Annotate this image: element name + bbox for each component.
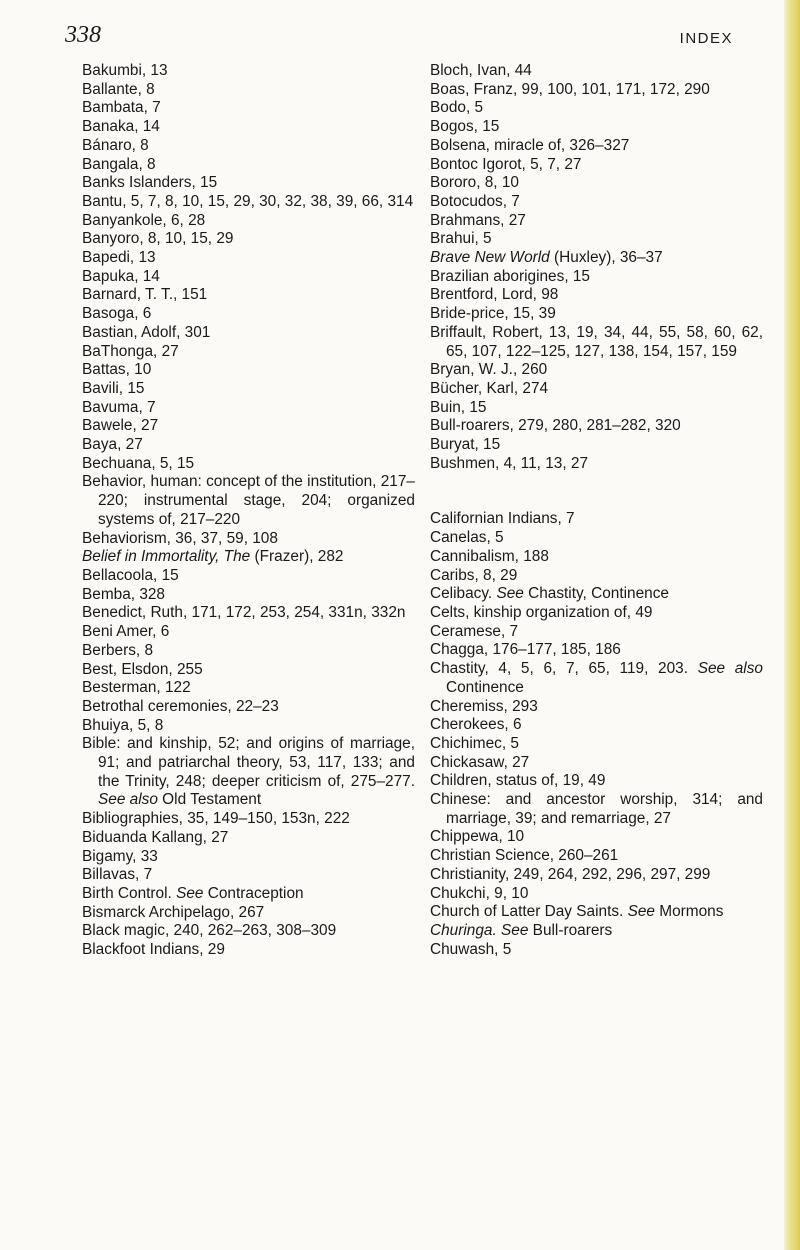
index-entry-text: See bbox=[176, 884, 204, 902]
index-entry bbox=[82, 473, 415, 529]
index-entry bbox=[82, 81, 415, 100]
index-entry-text: Bangala, 8 bbox=[82, 155, 156, 173]
index-entry bbox=[430, 156, 763, 175]
index-entry-text: Christian Science, 260–261 bbox=[430, 847, 619, 865]
index-entry-text: Bull-roarers bbox=[528, 921, 613, 939]
index-entry bbox=[430, 847, 763, 866]
index-entry-text: Bellacoola, 15 bbox=[82, 566, 179, 584]
index-entry bbox=[82, 922, 415, 941]
index-entry bbox=[430, 716, 763, 735]
index-entry-text: Baya, 27 bbox=[82, 436, 143, 454]
index-entry bbox=[82, 305, 415, 324]
index-entry bbox=[430, 174, 763, 193]
index-entry-text: Bloch, Ivan, 44 bbox=[430, 62, 532, 79]
index-entry-text: Besterman, 122 bbox=[82, 679, 191, 697]
index-entry-text: Betrothal ceremonies, 22–23 bbox=[82, 697, 279, 715]
index-entry bbox=[82, 230, 415, 249]
index-entry-text: Chagga, 176–177, 185, 186 bbox=[430, 641, 621, 659]
index-entry bbox=[430, 903, 763, 922]
index-entry bbox=[430, 324, 763, 361]
index-entry bbox=[82, 361, 415, 380]
index-entry-text: Bororo, 8, 10 bbox=[430, 174, 519, 192]
page-number: 338 bbox=[65, 22, 101, 48]
index-entry-text: (Huxley), 36–37 bbox=[549, 249, 663, 267]
index-entry-text: Buin, 15 bbox=[430, 398, 487, 416]
index-entry bbox=[430, 698, 763, 717]
index-entry-text: Briffault, Robert, 13, 19, 34, 44, 55, 58, 60, 62, 65, 107, 122–125, 127, 138, 154, 157, 159 bbox=[430, 323, 763, 360]
index-entry bbox=[82, 249, 415, 268]
index-entry-text: Bastian, Adolf, 301 bbox=[82, 323, 211, 341]
index-entry-text: Behaviorism, 36, 37, 59, 108 bbox=[82, 529, 278, 547]
index-entry-text: Continence bbox=[446, 678, 524, 696]
index-entry-text: Celibacy. bbox=[430, 585, 497, 603]
index-entry-text: Brahui, 5 bbox=[430, 230, 492, 248]
index-entry bbox=[82, 567, 415, 586]
index-entry-text: Black magic, 240, 262–263, 308–309 bbox=[82, 922, 337, 940]
index-entry-text: Mormons bbox=[655, 903, 724, 921]
index-entry bbox=[82, 286, 415, 305]
index-entry-text: Old Testament bbox=[157, 791, 262, 809]
index-entry-text: (Frazer), 282 bbox=[250, 548, 344, 566]
index-entry-text: Blackfoot Indians, 29 bbox=[82, 941, 225, 959]
index-entry-text: Bhuiya, 5, 8 bbox=[82, 716, 164, 734]
running-head: INDEX bbox=[679, 30, 733, 47]
index-entry bbox=[430, 623, 763, 642]
index-entry bbox=[82, 380, 415, 399]
index-entry bbox=[430, 604, 763, 623]
index-entry bbox=[430, 828, 763, 847]
page-edge bbox=[784, 0, 800, 1250]
index-entry bbox=[82, 417, 415, 436]
index-entry bbox=[430, 230, 763, 249]
index-entry-text: Bavuma, 7 bbox=[82, 398, 156, 416]
index-entry bbox=[82, 62, 415, 81]
index-entry bbox=[82, 343, 415, 362]
index-entry bbox=[430, 62, 763, 81]
index-entry bbox=[82, 941, 415, 960]
index-entry-text: Boas, Franz, 99, 100, 101, 171, 172, 290 bbox=[430, 80, 710, 98]
index-entry-text: Bapuka, 14 bbox=[82, 267, 160, 285]
index-entry-text: Ceramese, 7 bbox=[430, 622, 519, 640]
index-entry bbox=[430, 660, 763, 697]
index-entry bbox=[82, 661, 415, 680]
index-entry bbox=[82, 156, 415, 175]
index-entry-text: Buryat, 15 bbox=[430, 436, 501, 454]
index-entry bbox=[82, 324, 415, 343]
index-entry bbox=[82, 174, 415, 193]
index-entry-text: Beni Amer, 6 bbox=[82, 623, 170, 641]
index-entry-text: Bakumbi, 13 bbox=[82, 62, 168, 79]
index-entry bbox=[430, 399, 763, 418]
index-entry bbox=[82, 268, 415, 287]
index-entry-text: Bontoc Igorot, 5, 7, 27 bbox=[430, 155, 582, 173]
index-entry bbox=[82, 866, 415, 885]
index-entry bbox=[430, 268, 763, 287]
index-entry-text: Bücher, Karl, 274 bbox=[430, 379, 549, 397]
index-entry-text: Bawele, 27 bbox=[82, 417, 159, 435]
index-entry-text: Chinese: and ancestor worship, 314; and marriage, 39; and remarriage, 27 bbox=[430, 791, 763, 827]
index-entry-text: Brahmans, 27 bbox=[430, 211, 526, 229]
index-entry-text: Bapedi, 13 bbox=[82, 249, 156, 267]
index-entry-text: Caribs, 8, 29 bbox=[430, 566, 518, 584]
index-entry-text: Brave New World bbox=[430, 249, 550, 267]
index-entry-text: Bolsena, miracle of, 326–327 bbox=[430, 136, 630, 154]
index-entry-text: Canelas, 5 bbox=[430, 529, 504, 547]
index-entry-text: Biduanda Kallang, 27 bbox=[82, 828, 229, 846]
index-entry bbox=[82, 193, 415, 212]
index-entry-text: Banyankole, 6, 28 bbox=[82, 211, 206, 229]
index-entry bbox=[430, 922, 763, 941]
index-entry-text: Chuwash, 5 bbox=[430, 940, 512, 958]
index-entry bbox=[430, 99, 763, 118]
index-entry bbox=[82, 885, 415, 904]
index-entry-text: Children, status of, 19, 49 bbox=[430, 772, 606, 790]
index-entry bbox=[82, 642, 415, 661]
index-entry-text: Christianity, 249, 264, 292, 296, 297, 299 bbox=[430, 865, 711, 883]
index-entry bbox=[82, 118, 415, 137]
index-entry-text: Bible: and kinship, 52; and origins of marriage, 91; and patriarchal theory, 53, 117, 133; and the Trinity, 248; deeper criticism of, 275–277. bbox=[82, 735, 415, 790]
index-entry bbox=[430, 754, 763, 773]
index-entry bbox=[430, 585, 763, 604]
index-entry-text: Chastity, 4, 5, 6, 7, 65, 119, 203. bbox=[430, 660, 698, 678]
index-entry bbox=[82, 904, 415, 923]
index-entry-text: Bodo, 5 bbox=[430, 99, 484, 117]
index-entry-text: Bride-price, 15, 39 bbox=[430, 305, 556, 323]
index-entry-text: See bbox=[627, 903, 655, 921]
index-entry bbox=[82, 679, 415, 698]
index-entry bbox=[430, 455, 763, 474]
index-entry bbox=[430, 212, 763, 231]
index-entry-text: Battas, 10 bbox=[82, 361, 152, 379]
index-entry bbox=[82, 530, 415, 549]
index-entry-text: Celts, kinship organization of, 49 bbox=[430, 603, 653, 621]
index-column-left bbox=[82, 62, 415, 960]
index-entry-text: Billavas, 7 bbox=[82, 866, 153, 884]
index-entry-text: Belief in Immortality, The bbox=[82, 548, 251, 566]
index-entry bbox=[430, 529, 763, 548]
index-entry bbox=[430, 941, 763, 960]
index-entry-text: Basoga, 6 bbox=[82, 305, 152, 323]
index-entry bbox=[82, 717, 415, 736]
index-entry-text: Banks Islanders, 15 bbox=[82, 174, 218, 192]
index-entry bbox=[82, 604, 415, 623]
index-entry-text: Bibliographies, 35, 149–150, 153n, 222 bbox=[82, 810, 350, 828]
index-entry-text: See also bbox=[98, 791, 158, 809]
index-entry bbox=[430, 791, 763, 828]
index-entry bbox=[430, 436, 763, 455]
index-entry bbox=[82, 548, 415, 567]
index-entry-text: See bbox=[501, 921, 529, 939]
index-entry bbox=[430, 193, 763, 212]
index-entry bbox=[82, 735, 415, 810]
index-entry-text: Bantu, 5, 7, 8, 10, 15, 29, 30, 32, 38, 39, 66, 314 bbox=[82, 192, 414, 210]
index-entry bbox=[430, 286, 763, 305]
index-section-c bbox=[430, 510, 763, 959]
index-entry bbox=[82, 455, 415, 474]
index-entry bbox=[430, 118, 763, 137]
index-entry bbox=[82, 436, 415, 455]
index-entry-text: Bismarck Archipelago, 267 bbox=[82, 903, 265, 921]
index-entry-text: Banaka, 14 bbox=[82, 118, 160, 136]
index-entry-text: Brentford, Lord, 98 bbox=[430, 286, 559, 304]
index-entry-text: Californian Indians, 7 bbox=[430, 510, 575, 528]
index-entry-text: Bull-roarers, 279, 280, 281–282, 320 bbox=[430, 417, 681, 435]
index-entry-text: BaThonga, 27 bbox=[82, 342, 179, 360]
index-entry-text: Botocudos, 7 bbox=[430, 192, 520, 210]
index-entry-text: Cannibalism, 188 bbox=[430, 547, 549, 565]
index-entry bbox=[430, 361, 763, 380]
index-entry-text: Bushmen, 4, 11, 13, 27 bbox=[430, 454, 589, 472]
index-entry bbox=[430, 380, 763, 399]
index-entry-text: See bbox=[496, 585, 524, 603]
index-entry bbox=[430, 735, 763, 754]
index-entry-text: Bryan, W. J., 260 bbox=[430, 361, 548, 379]
index-entry-text: Bogos, 15 bbox=[430, 118, 500, 136]
index-entry-text: Cheremiss, 293 bbox=[430, 697, 538, 715]
index-entry bbox=[430, 249, 763, 268]
index-entry-text: Banyoro, 8, 10, 15, 29 bbox=[82, 230, 234, 248]
index-entry-text: Birth Control. bbox=[82, 884, 177, 902]
index-entry bbox=[82, 829, 415, 848]
section-gap bbox=[430, 473, 763, 510]
index-entry bbox=[430, 137, 763, 156]
index-entry bbox=[430, 772, 763, 791]
index-entry-text: Chickasaw, 27 bbox=[430, 753, 530, 771]
index-entry-text: Churinga. bbox=[430, 921, 497, 939]
index-entry bbox=[430, 417, 763, 436]
index-entry-text: Berbers, 8 bbox=[82, 641, 154, 659]
index-entry bbox=[430, 510, 763, 529]
index-entry-text: Barnard, T. T., 151 bbox=[82, 286, 208, 304]
index-entry-text: Chastity, Continence bbox=[523, 585, 669, 603]
index-entry bbox=[82, 586, 415, 605]
index-column-right bbox=[430, 62, 763, 959]
index-entry-text: Ballante, 8 bbox=[82, 80, 155, 98]
index-entry-text: Brazilian aborigines, 15 bbox=[430, 267, 590, 285]
index-entry bbox=[82, 137, 415, 156]
index-entry bbox=[430, 305, 763, 324]
index-entry-text: Best, Elsdon, 255 bbox=[82, 660, 203, 678]
index-entry-text: Bambata, 7 bbox=[82, 99, 161, 117]
index-entry bbox=[430, 885, 763, 904]
index-entry bbox=[82, 99, 415, 118]
index-entry bbox=[82, 212, 415, 231]
index-entry-text: Church of Latter Day Saints. bbox=[430, 903, 628, 921]
index-entry-text: Cherokees, 6 bbox=[430, 716, 522, 734]
index-entry bbox=[430, 81, 763, 100]
index-entry bbox=[82, 623, 415, 642]
index-entry-text: See also bbox=[697, 660, 763, 678]
index-entry bbox=[82, 399, 415, 418]
index-section-b bbox=[430, 62, 763, 473]
index-entry-text: Bemba, 328 bbox=[82, 585, 165, 603]
index-entry bbox=[82, 698, 415, 717]
index-entry-text: Chichimec, 5 bbox=[430, 734, 519, 752]
page-header bbox=[65, 22, 733, 52]
index-entry bbox=[430, 866, 763, 885]
index-entry-text: Behavior, human: concept of the institution, 217–220; instrumental stage, 204; organized systems of, 217–220 bbox=[82, 473, 415, 528]
index-entry bbox=[430, 548, 763, 567]
index-entry-text: Bechuana, 5, 15 bbox=[82, 454, 195, 472]
index-entry-text: Chukchi, 9, 10 bbox=[430, 884, 529, 902]
index-entry-text: Chippewa, 10 bbox=[430, 828, 525, 846]
index-entry-text: Bigamy, 33 bbox=[82, 847, 158, 865]
index-entry-text: Benedict, Ruth, 171, 172, 253, 254, 331n, 332n bbox=[82, 604, 406, 622]
index-entry-text: Bavili, 15 bbox=[82, 379, 145, 397]
index-entry-text: Contraception bbox=[203, 884, 304, 902]
index-entry bbox=[82, 848, 415, 867]
index-entry bbox=[430, 641, 763, 660]
index-entry-text: Bánaro, 8 bbox=[82, 136, 149, 154]
index-entry bbox=[430, 567, 763, 586]
index-entry bbox=[82, 810, 415, 829]
